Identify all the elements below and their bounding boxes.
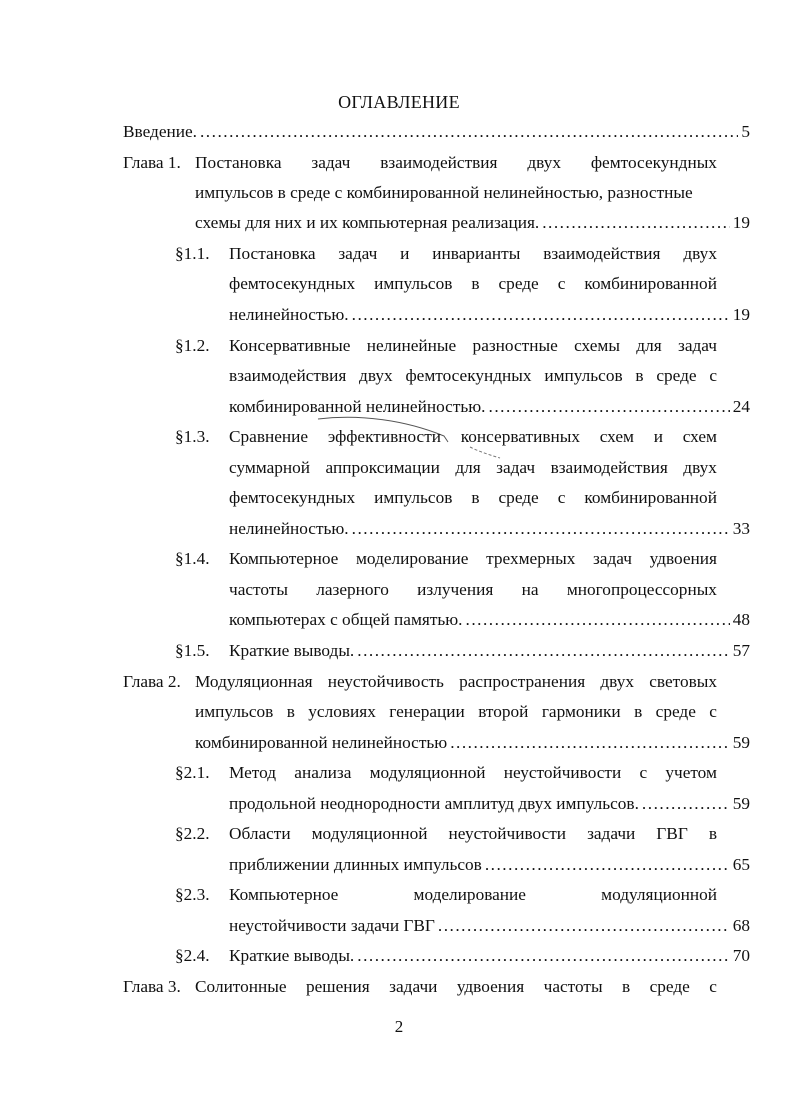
entry-line	[229, 366, 717, 386]
page-ref: 33	[732, 519, 750, 538]
entry-label: Введение.	[123, 122, 197, 141]
entry-word: излучения	[417, 580, 494, 599]
entry-word: эффективности	[327, 427, 442, 446]
page-ref: 70	[732, 946, 750, 965]
leader-dots	[438, 916, 730, 936]
entry-label: Краткие выводы.	[229, 946, 355, 965]
entry-line	[229, 824, 717, 844]
leader-dots	[357, 946, 729, 966]
entry-word: с	[709, 977, 717, 996]
section-number: §1.4.	[175, 549, 210, 568]
entry-word: с	[557, 274, 566, 293]
entry-word: модуляционной	[369, 763, 486, 782]
entry-word: удвоения	[649, 549, 717, 568]
entry-word: модуляционной	[601, 885, 717, 904]
page-title: ОГЛАВЛЕНИЕ	[338, 92, 460, 112]
section-number: §2.1.	[175, 763, 210, 782]
entry-line	[229, 763, 717, 783]
entry-word: задач	[311, 153, 351, 172]
entry-word: Компьютерное	[229, 549, 339, 568]
entry-word: для	[455, 458, 481, 477]
entry-word: моделирование	[356, 549, 469, 568]
entry-word: и	[653, 427, 663, 446]
section-number: §2.3.	[175, 885, 210, 904]
page-ref: 68	[732, 916, 750, 935]
entry-label: комбинированной нелинейностью.	[229, 397, 486, 416]
section-number: §1.3.	[175, 427, 210, 446]
entry-word: частоты	[229, 580, 288, 599]
entry-line	[229, 336, 717, 356]
entry-word: инварианты	[432, 244, 521, 263]
entry-word: условиях	[308, 702, 376, 721]
page-number: 2	[394, 1017, 404, 1036]
leader-dots	[450, 733, 730, 753]
entry-word: моделирование	[413, 885, 526, 904]
entry-word: частоты	[543, 977, 603, 996]
entry-word: распространения	[459, 672, 586, 691]
page-ref: 57	[732, 641, 750, 660]
entry-word: схем	[682, 427, 717, 446]
entry-line	[229, 549, 717, 569]
entry-line	[229, 274, 717, 294]
page-ref: 19	[732, 213, 750, 232]
chapter-number: Глава 2.	[123, 672, 181, 691]
entry-word: Модуляционная	[195, 672, 313, 691]
entry-line	[229, 458, 717, 478]
section-number: §1.2.	[175, 336, 210, 355]
leader-dots	[489, 397, 730, 417]
section-number: §1.5.	[175, 641, 210, 660]
entry-word: второй	[478, 702, 529, 721]
entry-word: двух	[359, 366, 393, 385]
entry-word: задач	[496, 458, 536, 477]
entry-label: продольной неоднородности амплитуд двух импульсов.	[229, 794, 639, 813]
entry-word: схемы	[574, 336, 620, 355]
entry-line	[229, 580, 717, 600]
entry-word: в	[708, 824, 717, 843]
leader-dots	[542, 213, 730, 233]
entry-word: задач	[678, 336, 717, 355]
entry-word: в	[622, 977, 631, 996]
entry-word: взаимодействия	[550, 458, 668, 477]
entry-label: нелинейностью.	[229, 305, 349, 324]
entry-word: удвоения	[456, 977, 525, 996]
entry-word: гармоники	[541, 702, 621, 721]
entry-word: Компьютерное	[229, 885, 339, 904]
entry-word: взаимодействия	[543, 244, 661, 263]
entry-word: среде	[498, 274, 539, 293]
entry-label: комбинированной нелинейностью	[195, 733, 448, 752]
entry-line	[195, 153, 717, 173]
leader-dots	[352, 519, 730, 539]
page-ref: 59	[732, 794, 750, 813]
entry-word: решения	[306, 977, 370, 996]
entry-word: в	[635, 366, 644, 385]
entry-line	[229, 244, 717, 264]
entry-word: Области	[229, 824, 291, 843]
page-ref: 65	[732, 855, 750, 874]
leader-dots	[466, 610, 730, 630]
entry-label: Краткие выводы.	[229, 641, 355, 660]
entry-word: Солитонные	[195, 977, 287, 996]
entry-word: генерации	[389, 702, 465, 721]
entry-word: неустойчивости	[448, 824, 567, 843]
entry-word: консервативных	[460, 427, 580, 446]
entry-word: задачи	[587, 824, 636, 843]
entry-word: среде	[649, 977, 690, 996]
entry-word: учетом	[665, 763, 717, 782]
entry-word: Постановка	[195, 153, 282, 172]
entry-word: задач	[592, 549, 632, 568]
entry-line	[229, 427, 717, 447]
entry-word: комбинированной	[584, 488, 717, 507]
entry-word: для	[636, 336, 662, 355]
entry-word: в	[286, 702, 295, 721]
entry-word: модуляционной	[311, 824, 428, 843]
entry-line	[195, 702, 717, 722]
entry-label: схемы для них и их компьютерная реализация.	[195, 213, 540, 232]
entry-word: Метод	[229, 763, 277, 782]
entry-word: неустойчивость	[327, 672, 444, 691]
entry-word: на	[521, 580, 539, 599]
leader-dots	[200, 122, 738, 142]
entry-line	[229, 488, 717, 508]
entry-word: импульсов	[544, 366, 623, 385]
entry-line: импульсов в среде с комбинированной нелинейностью, разностные	[195, 183, 693, 202]
entry-word: двух	[683, 458, 717, 477]
entry-label: приближении длинных импульсов	[229, 855, 482, 874]
entry-word: лазерного	[316, 580, 389, 599]
entry-word: комбинированной	[584, 274, 717, 293]
entry-word: нелинейные	[366, 336, 457, 355]
entry-label: неустойчивости задачи ГВГ	[229, 916, 435, 935]
entry-word: анализа	[294, 763, 352, 782]
entry-word: в	[471, 274, 480, 293]
page-ref: 19	[732, 305, 750, 324]
entry-word: импульсов	[195, 702, 274, 721]
leader-dots	[352, 305, 730, 325]
chapter-number: Глава 1.	[123, 153, 181, 172]
entry-word: взаимодействия	[229, 366, 347, 385]
page-ref: 24	[732, 397, 750, 416]
entry-word: и	[400, 244, 410, 263]
entry-label: компьютерах с общей памятью.	[229, 610, 463, 629]
entry-word: суммарной	[229, 458, 311, 477]
entry-word: Постановка	[229, 244, 316, 263]
entry-word: задачи	[389, 977, 438, 996]
entry-word: с	[639, 763, 648, 782]
entry-word: ГВГ	[656, 824, 688, 843]
entry-word: взаимодействия	[380, 153, 498, 172]
entry-word: фемтосекундных	[229, 488, 356, 507]
entry-word: в	[634, 702, 643, 721]
entry-word: фемтосекундных	[229, 274, 356, 293]
entry-word: фемтосекундных	[405, 366, 532, 385]
entry-word: фемтосекундных	[590, 153, 717, 172]
entry-word: импульсов	[374, 488, 453, 507]
entry-word: среде	[656, 366, 697, 385]
entry-word: задач	[338, 244, 378, 263]
entry-label: нелинейностью.	[229, 519, 349, 538]
entry-word: трехмерных	[486, 549, 576, 568]
entry-word: неустойчивости	[503, 763, 622, 782]
entry-word: световых	[649, 672, 717, 691]
leader-dots	[642, 794, 730, 814]
section-number: §1.1.	[175, 244, 210, 263]
section-number: §2.4.	[175, 946, 210, 965]
leader-dots	[357, 641, 729, 661]
entry-word: с	[557, 488, 566, 507]
entry-word: двух	[683, 244, 717, 263]
section-number: §2.2.	[175, 824, 210, 843]
entry-word: среде	[655, 702, 696, 721]
entry-word: в	[471, 488, 480, 507]
entry-word: с	[709, 702, 717, 721]
page-ref: 5	[741, 122, 750, 141]
entry-line	[195, 977, 717, 997]
page-ref: 59	[732, 733, 750, 752]
entry-word: аппроксимации	[325, 458, 440, 477]
entry-line	[229, 885, 717, 905]
entry-line	[195, 672, 717, 692]
page-ref: 48	[732, 610, 750, 629]
entry-word: разностные	[472, 336, 558, 355]
entry-word: Консервативные	[229, 336, 351, 355]
entry-word: Сравнение	[229, 427, 309, 446]
entry-word: двух	[600, 672, 635, 691]
entry-word: с	[709, 366, 717, 385]
entry-word: многопроцессорных	[566, 580, 717, 599]
entry-word: импульсов	[374, 274, 453, 293]
entry-word: среде	[498, 488, 539, 507]
leader-dots	[485, 855, 730, 875]
entry-word: двух	[527, 153, 561, 172]
entry-word: схем	[599, 427, 634, 446]
chapter-number: Глава 3.	[123, 977, 181, 996]
